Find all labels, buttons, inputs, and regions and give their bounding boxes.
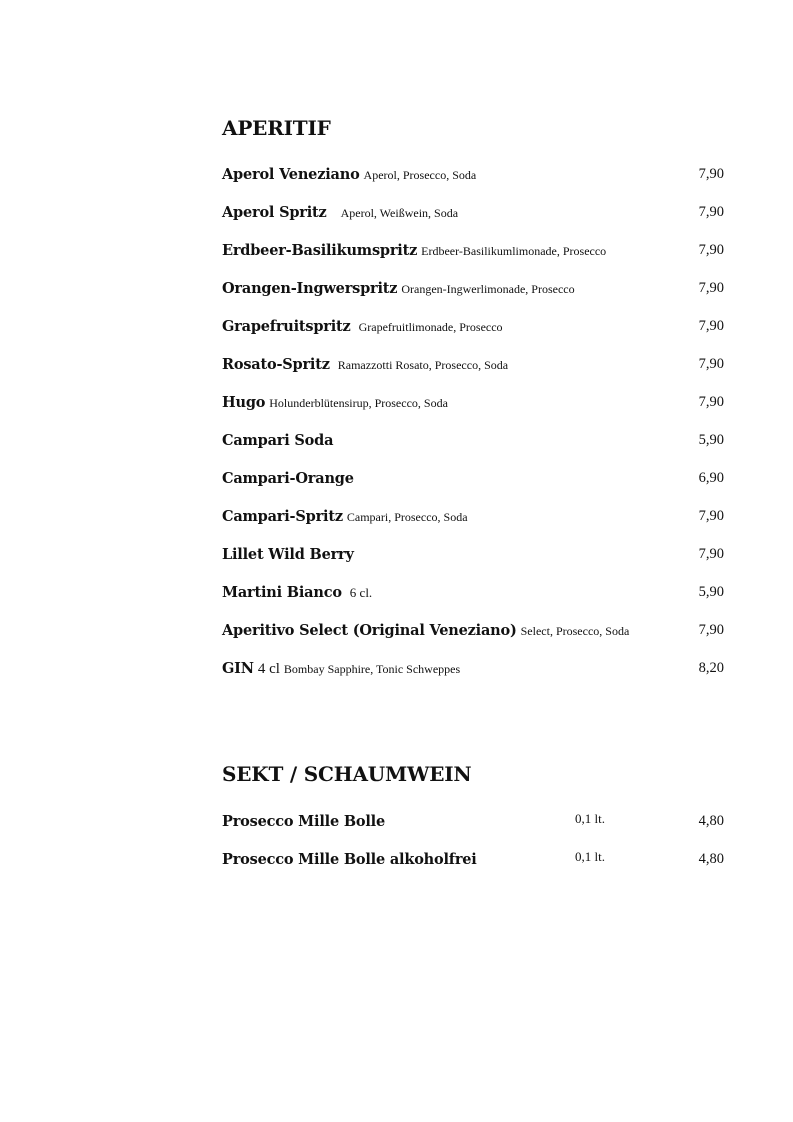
item-price: 7,90 — [698, 204, 724, 220]
item-description: Campari, Prosecco, Soda — [346, 510, 468, 524]
item-price: 4,80 — [698, 851, 724, 867]
item-size: 0,1 lt. — [575, 811, 605, 826]
menu-item — [222, 506, 724, 544]
item-price: 5,90 — [698, 584, 724, 600]
menu-item — [222, 468, 724, 506]
item-name: Campari Soda — [222, 432, 334, 449]
item-name: Orangen-Ingwerspritz — [222, 280, 398, 297]
item-price: 7,90 — [698, 546, 724, 562]
item-price: 6,90 — [698, 470, 724, 486]
item-description: Erdbeer-Basilikumlimonade, Prosecco — [421, 244, 607, 258]
item-name: Aperol Veneziano — [222, 166, 360, 183]
aperitif-section — [222, 116, 724, 696]
item-description: Holunderblütensirup, Prosecco, Soda — [269, 396, 448, 410]
item-name: Erdbeer-Basilikumspritz — [222, 242, 418, 259]
item-name: Aperol Spritz — [222, 204, 327, 221]
item-name: Campari-Spritz — [222, 508, 343, 525]
menu-item — [222, 544, 724, 582]
item-price: 8,20 — [698, 660, 724, 676]
menu-item — [222, 202, 724, 240]
aperitif-list — [222, 164, 724, 696]
item-name: Rosato-Spritz — [222, 356, 330, 373]
item-volume: 4 cl — [257, 661, 280, 677]
menu-item — [222, 849, 724, 887]
menu-item — [222, 316, 724, 354]
item-price: 7,90 — [698, 280, 724, 296]
item-description: Select, Prosecco, Soda — [520, 624, 630, 638]
item-price: 7,90 — [698, 508, 724, 524]
menu-item — [222, 620, 724, 658]
item-price: 7,90 — [698, 622, 724, 638]
item-description: Ramazzotti Rosato, Prosecco, Soda — [337, 358, 509, 372]
item-size: 0,1 lt. — [575, 849, 605, 864]
item-price: 5,90 — [698, 432, 724, 448]
item-price: 7,90 — [698, 318, 724, 334]
item-description: Aperol, Weißwein, Soda — [340, 206, 459, 220]
menu-item — [222, 354, 724, 392]
item-name: Martini Bianco — [222, 584, 342, 601]
sekt-list — [222, 811, 724, 887]
menu-item — [222, 240, 724, 278]
item-name: GIN — [222, 660, 254, 677]
item-name: Hugo — [222, 394, 266, 411]
menu-item — [222, 278, 724, 316]
item-description: Aperol, Prosecco, Soda — [363, 168, 477, 182]
menu-item — [222, 392, 724, 430]
item-price: 7,90 — [698, 166, 724, 182]
sekt-section — [222, 762, 724, 887]
item-description: Grapefruitlimonade, Prosecco — [358, 320, 503, 334]
menu-item — [222, 164, 724, 202]
item-price: 7,90 — [698, 242, 724, 258]
item-name: Prosecco Mille Bolle — [222, 813, 385, 830]
item-name: Campari-Orange — [222, 470, 354, 487]
item-name: Aperitivo Select (Original Veneziano) — [222, 622, 517, 639]
item-name: Grapefruitspritz — [222, 318, 351, 335]
item-price: 7,90 — [698, 394, 724, 410]
menu-item — [222, 658, 724, 696]
section-title-aperitif: APERITIF — [222, 116, 331, 140]
menu-item — [222, 811, 724, 849]
menu-item — [222, 582, 724, 620]
item-price: 4,80 — [698, 813, 724, 829]
item-name: Lillet Wild Berry — [222, 546, 354, 563]
item-description: 6 cl. — [349, 585, 373, 600]
item-description: Orangen-Ingwerlimonade, Prosecco — [401, 282, 575, 296]
menu-item — [222, 430, 724, 468]
item-price: 7,90 — [698, 356, 724, 372]
item-description: Bombay Sapphire, Tonic Schweppes — [283, 662, 461, 676]
section-title-sekt: SEKT / SCHAUMWEIN — [222, 762, 472, 786]
item-name: Prosecco Mille Bolle alkoholfrei — [222, 851, 477, 868]
